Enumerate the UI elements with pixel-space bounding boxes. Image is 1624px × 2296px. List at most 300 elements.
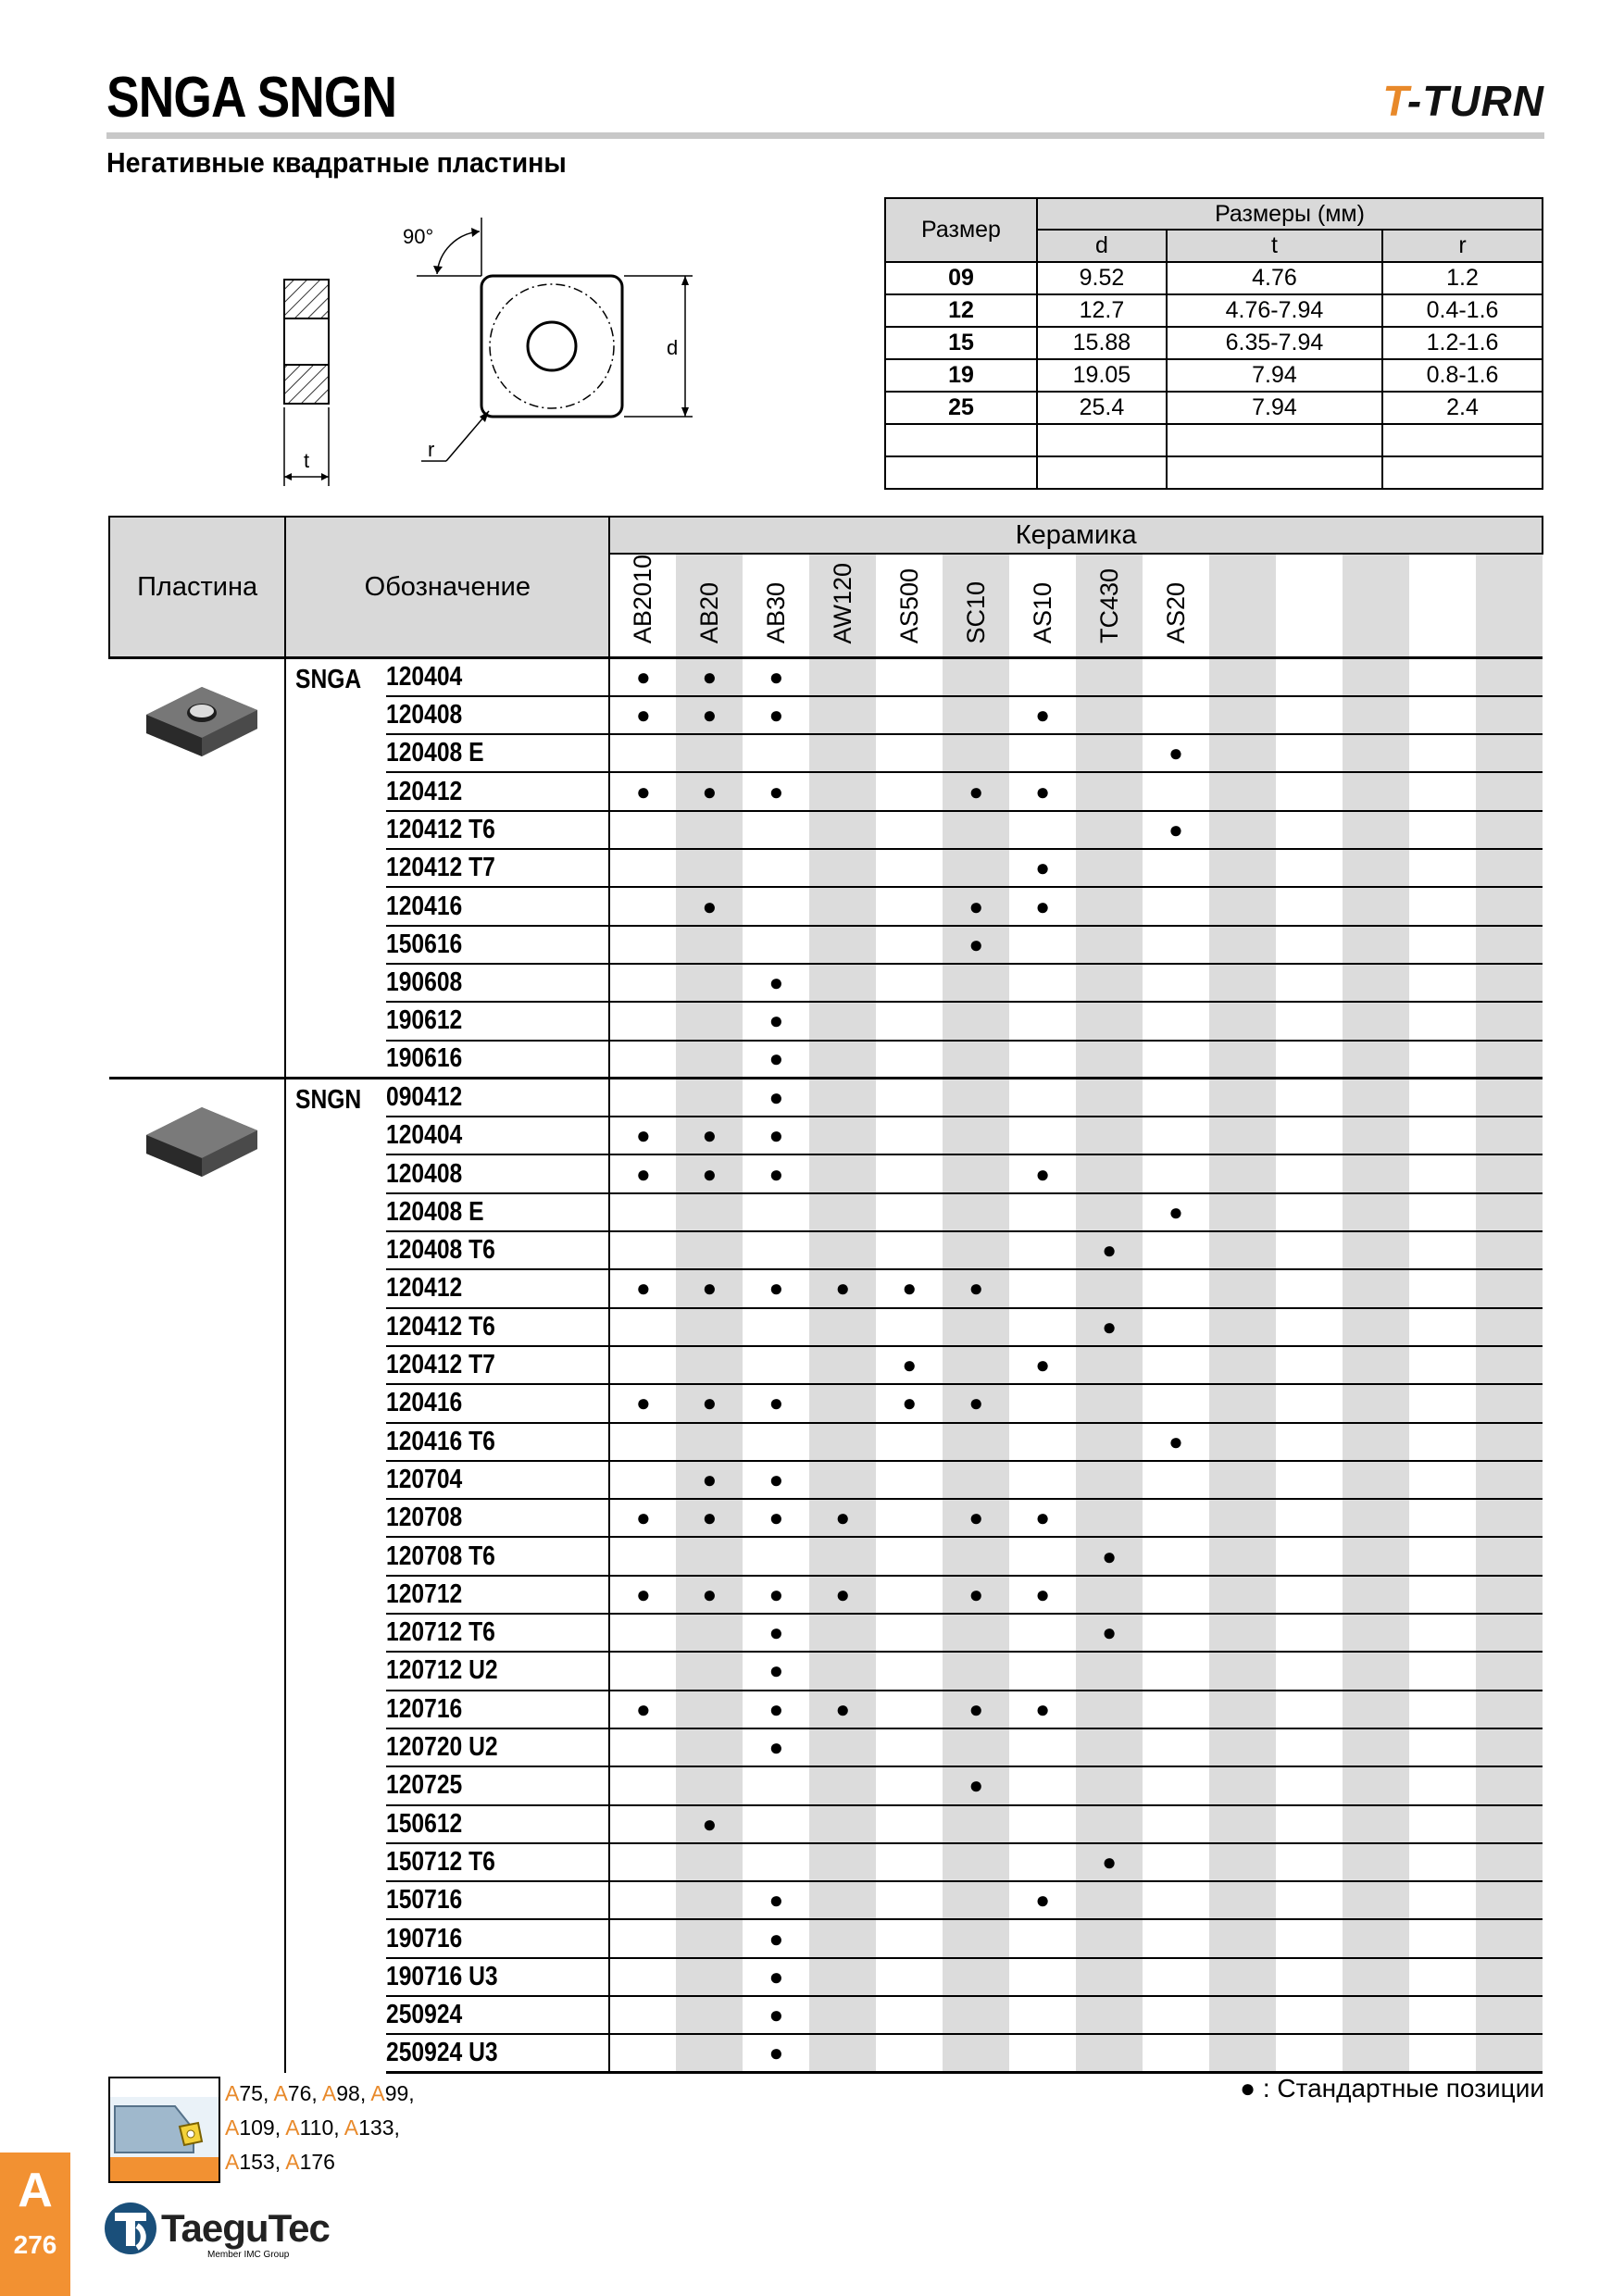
- ref-prefix: A: [285, 2150, 300, 2174]
- grade-cell: [1276, 1614, 1343, 1652]
- grade-cell: [876, 1423, 943, 1461]
- ref-page[interactable]: 99: [384, 2081, 409, 2105]
- insert-grade-table: [108, 516, 1543, 2074]
- grade-cell: [1143, 1728, 1209, 1766]
- d-label: d: [667, 336, 679, 359]
- taegutec-logo-icon: [104, 2202, 157, 2255]
- grade-label: TC430: [1094, 568, 1123, 644]
- grade-cell: [1076, 1766, 1143, 1804]
- standard-mark: ●: [768, 2001, 784, 2029]
- grade-cell: [609, 1002, 676, 1040]
- insert-group-label: [285, 658, 386, 1079]
- grade-cell: [809, 1041, 876, 1079]
- insert-image-snga: [109, 658, 285, 1079]
- taegutec-logo: [104, 2202, 330, 2260]
- grade-cell: [1209, 1117, 1276, 1154]
- grade-cell: [1009, 1499, 1076, 1537]
- grade-cell: [743, 772, 809, 810]
- ref-page[interactable]: 109: [239, 2115, 275, 2140]
- ref-page[interactable]: 75: [239, 2081, 263, 2105]
- ref-page[interactable]: 153: [239, 2150, 275, 2174]
- grade-cell: [1476, 1996, 1543, 2034]
- grade-cell: [1143, 811, 1209, 849]
- grade-cell: [743, 1843, 809, 1881]
- standard-mark: ●: [1102, 1847, 1117, 1876]
- grade-cell: [609, 1154, 676, 1192]
- standard-mark: ●: [768, 1159, 784, 1188]
- grade-cell: [676, 772, 743, 810]
- standard-mark: ●: [1035, 892, 1050, 920]
- designation-cell: [386, 772, 610, 810]
- grade-cell: [1143, 1154, 1209, 1192]
- grade-cell: [1143, 1079, 1209, 1117]
- grade-cell: [809, 1461, 876, 1499]
- standard-mark: ●: [702, 1465, 718, 1493]
- grade-cell: [1343, 1231, 1409, 1269]
- grade-label: AB2010: [629, 555, 657, 644]
- designation-code: 120408: [385, 700, 463, 730]
- grade-cell: [1209, 849, 1276, 887]
- grade-cell: [809, 1308, 876, 1346]
- grade-cell: [1409, 2034, 1476, 2072]
- grade-cell: [809, 1958, 876, 1996]
- designation-cell: [386, 1691, 610, 1728]
- grade-cell: [676, 926, 743, 964]
- grade-cell: [1343, 696, 1409, 734]
- grade-cell: [1209, 1308, 1276, 1346]
- standard-mark: ●: [768, 1006, 784, 1035]
- ref-page[interactable]: 110: [299, 2115, 334, 2140]
- standard-mark: ●: [768, 662, 784, 691]
- grade-cell: [743, 1652, 809, 1690]
- grade-cell: [609, 1652, 676, 1690]
- grade-cell: [1409, 1728, 1476, 1766]
- grade-cell: [1476, 1193, 1543, 1231]
- grade-cell: [676, 1996, 743, 2034]
- grade-cell: [1476, 1919, 1543, 1957]
- grade-cell: [1276, 1958, 1343, 1996]
- standard-mark: ●: [768, 1579, 784, 1608]
- grade-cell: [1209, 1691, 1276, 1728]
- grade-cell: [743, 1614, 809, 1652]
- grade-cell: [809, 849, 876, 887]
- designation-cell: [386, 1576, 610, 1614]
- grade-cell: [1409, 1384, 1476, 1422]
- grade-cell: [609, 772, 676, 810]
- grade-cell: [1476, 658, 1543, 696]
- grade-cell: [1476, 1079, 1543, 1117]
- grade-cell: [1076, 1423, 1143, 1461]
- grade-cell: [743, 1002, 809, 1040]
- grade-cell: [1409, 849, 1476, 887]
- dim-cell-r: [1382, 424, 1543, 456]
- designation-cell: [386, 1269, 610, 1307]
- grade-cell: [1009, 1805, 1076, 1843]
- col-d: d: [1037, 230, 1167, 262]
- grade-cell: [1409, 1117, 1476, 1154]
- grade-header: [1209, 554, 1276, 658]
- designation-code: 120404: [385, 1120, 463, 1151]
- grade-cell: [1343, 1308, 1409, 1346]
- grade-cell: [1209, 1154, 1276, 1192]
- grade-cell: [1343, 1384, 1409, 1422]
- standard-mark: ●: [702, 1809, 718, 1838]
- grade-label: AS10: [1028, 582, 1056, 644]
- grade-cell: [1343, 1269, 1409, 1307]
- grade-cell: [1143, 1691, 1209, 1728]
- grade-cell: [809, 1537, 876, 1575]
- designation-code: 120712 T6: [385, 1617, 495, 1648]
- grade-cell: [609, 1193, 676, 1231]
- grade-cell: [609, 1079, 676, 1117]
- designation-cell: [386, 1461, 610, 1499]
- grade-cell: [743, 658, 809, 696]
- grade-cell: [1076, 1499, 1143, 1537]
- grade-cell: [1143, 1231, 1209, 1269]
- grade-cell: [609, 1537, 676, 1575]
- designation-code: 190716 U3: [385, 1961, 498, 1991]
- grade-cell: [1076, 1041, 1143, 1079]
- grade-cell: [1076, 1461, 1143, 1499]
- ref-page[interactable]: 133: [358, 2115, 394, 2140]
- grade-cell: [1476, 1423, 1543, 1461]
- t-label: t: [303, 449, 310, 472]
- grade-cell: [809, 734, 876, 772]
- grade-cell: [1009, 1117, 1076, 1154]
- grade-cell: [876, 1384, 943, 1422]
- grade-cell: [1209, 2034, 1276, 2072]
- grade-cell: [1143, 1269, 1209, 1307]
- designation-cell: [386, 1499, 610, 1537]
- grade-cell: [943, 1805, 1009, 1843]
- grade-header: [1009, 554, 1076, 658]
- grade-cell: [1343, 1652, 1409, 1690]
- grade-cell: [609, 1308, 676, 1346]
- designation-code: 120712: [385, 1578, 463, 1609]
- grade-cell: [809, 1919, 876, 1957]
- standard-mark: ●: [968, 1389, 984, 1417]
- grade-cell: [1076, 1384, 1143, 1422]
- grade-cell: [1276, 887, 1343, 925]
- grade-cell: [1343, 1499, 1409, 1537]
- grade-cell: [809, 1231, 876, 1269]
- grade-header: [1076, 554, 1143, 658]
- grade-cell: [876, 772, 943, 810]
- grade-cell: [1343, 1423, 1409, 1461]
- ref-page[interactable]: 176: [299, 2150, 335, 2174]
- grade-cell: [876, 1805, 943, 1843]
- grade-cell: [1209, 1919, 1276, 1957]
- grade-cell: [676, 1269, 743, 1307]
- grade-cell: [876, 926, 943, 964]
- grade-cell: [1409, 772, 1476, 810]
- grade-cell: [809, 696, 876, 734]
- grade-cell: [743, 1499, 809, 1537]
- insert-col-header: Пластина: [109, 517, 285, 658]
- designation-cell: [386, 1805, 610, 1843]
- standard-mark: ●: [1102, 1618, 1117, 1647]
- grade-cell: [1343, 1041, 1409, 1079]
- grade-header: [609, 554, 676, 658]
- grade-cell: [676, 734, 743, 772]
- grade-cell: [676, 1117, 743, 1154]
- grade-cell: [1276, 1576, 1343, 1614]
- grade-cell: [1143, 1958, 1209, 1996]
- angle-label: 90°: [403, 225, 434, 248]
- standard-mark: ●: [702, 777, 718, 805]
- ref-page[interactable]: 76: [287, 2081, 312, 2105]
- grade-cell: [1343, 1958, 1409, 1996]
- grade-cell: [876, 1002, 943, 1040]
- grade-cell: [1143, 1576, 1209, 1614]
- grade-cell: [1143, 1461, 1209, 1499]
- grade-cell: [1076, 887, 1143, 925]
- grade-cell: [1143, 734, 1209, 772]
- grade-cell: [809, 1766, 876, 1804]
- grade-cell: [1009, 2034, 1076, 2072]
- grade-cell: [676, 1691, 743, 1728]
- ref-prefix: A: [321, 2081, 337, 2105]
- designation-code: 120404: [385, 661, 463, 692]
- grade-cell: [743, 1996, 809, 2034]
- table-row: [109, 1079, 1543, 1117]
- grade-cell: [943, 1231, 1009, 1269]
- grade-cell: [943, 849, 1009, 887]
- grade-cell: [1209, 1614, 1276, 1652]
- grade-cell: [609, 1041, 676, 1079]
- designation-code: 120412: [385, 776, 463, 806]
- grade-cell: [1009, 1269, 1076, 1307]
- grade-cell: [676, 1958, 743, 1996]
- grade-cell: [609, 1614, 676, 1652]
- standard-mark: ●: [636, 1121, 651, 1150]
- standard-mark: ●: [768, 1044, 784, 1073]
- grade-cell: [1076, 1843, 1143, 1881]
- grade-cell: [1409, 1958, 1476, 1996]
- grade-cell: [609, 1881, 676, 1919]
- grade-cell: [1276, 1423, 1343, 1461]
- grade-cell: [1143, 887, 1209, 925]
- grade-cell: [1076, 1576, 1143, 1614]
- designation-code: 120725: [385, 1770, 463, 1801]
- grade-cell: [1009, 696, 1076, 734]
- grade-cell: [943, 1423, 1009, 1461]
- dim-cell-size: 09: [885, 262, 1037, 294]
- grade-cell: [876, 734, 943, 772]
- logo-name: TaeguTec: [161, 2206, 330, 2250]
- grade-cell: [1143, 2034, 1209, 2072]
- grade-cell: [1409, 1576, 1476, 1614]
- grade-cell: [743, 1576, 809, 1614]
- standard-mark: ●: [702, 1274, 718, 1303]
- grade-cell: [1409, 734, 1476, 772]
- grade-cell: [609, 2034, 676, 2072]
- grade-cell: [1076, 1079, 1143, 1117]
- grade-cell: [876, 811, 943, 849]
- col-r: r: [1382, 230, 1543, 262]
- ref-prefix: A: [225, 2115, 240, 2140]
- designation-code: 120412 T6: [385, 1311, 495, 1341]
- grade-cell: [1409, 1193, 1476, 1231]
- standard-mark: ●: [902, 1389, 918, 1417]
- grade-cell: [1143, 1805, 1209, 1843]
- grade-cell: [1009, 1193, 1076, 1231]
- page-ref-list: A75, A76, A98, A99, A109, A110, A133, A153, A176: [225, 2081, 415, 2174]
- grade-cell: [943, 1269, 1009, 1307]
- grade-header: [809, 554, 876, 658]
- logo-tagline: Member IMC Group: [207, 2250, 290, 2260]
- grade-cell: [1143, 1537, 1209, 1575]
- grade-cell: [809, 1002, 876, 1040]
- col-t: t: [1167, 230, 1382, 262]
- dim-cell-size: 12: [885, 294, 1037, 327]
- grade-cell: [1409, 1996, 1476, 2034]
- grade-cell: [1009, 1652, 1076, 1690]
- standard-mark: ●: [1035, 1504, 1050, 1532]
- grade-cell: [1276, 1652, 1343, 1690]
- grade-cell: [1143, 849, 1209, 887]
- legend-standard-items: ● : Стандартные позиции: [1240, 2074, 1544, 2103]
- grade-cell: [943, 1346, 1009, 1384]
- grade-cell: [1009, 1461, 1076, 1499]
- grade-cell: [876, 1499, 943, 1537]
- dim-cell-d: 19.05: [1037, 359, 1167, 392]
- grade-cell: [1343, 1996, 1409, 2034]
- grade-cell: [1076, 811, 1143, 849]
- grade-cell: [809, 1614, 876, 1652]
- grade-cell: [1209, 1079, 1276, 1117]
- grade-cell: [1276, 1041, 1343, 1079]
- standard-mark: ●: [768, 1465, 784, 1493]
- grade-cell: [943, 1728, 1009, 1766]
- grade-cell: [1076, 1805, 1143, 1843]
- grade-cell: [1343, 1919, 1409, 1957]
- grade-cell: [809, 1117, 876, 1154]
- standard-mark: ●: [702, 701, 718, 730]
- grade-cell: [876, 1691, 943, 1728]
- standard-mark: ●: [768, 777, 784, 805]
- standard-mark: ●: [768, 701, 784, 730]
- standard-mark: ●: [835, 1579, 851, 1608]
- grade-cell: [1409, 1041, 1476, 1079]
- dimension-row: [885, 392, 1543, 424]
- designation-code: 190616: [385, 1043, 463, 1074]
- designation-cell: [386, 2034, 610, 2072]
- standard-mark: ●: [968, 1504, 984, 1532]
- grade-cell: [1009, 1614, 1076, 1652]
- grade-cell: [943, 734, 1009, 772]
- grade-cell: [1009, 1576, 1076, 1614]
- grade-cell: [1143, 1881, 1209, 1919]
- grade-cell: [809, 1652, 876, 1690]
- grade-cell: [876, 1766, 943, 1804]
- designation-cell: [386, 1881, 610, 1919]
- grade-cell: [1209, 926, 1276, 964]
- grade-cell: [1343, 1002, 1409, 1040]
- grade-cell: [1009, 1231, 1076, 1269]
- grade-cell: [1409, 1423, 1476, 1461]
- grade-cell: [743, 1805, 809, 1843]
- grade-cell: [743, 734, 809, 772]
- grade-cell: [1143, 1308, 1209, 1346]
- grade-cell: [1343, 1346, 1409, 1384]
- grade-cell: [1476, 1766, 1543, 1804]
- grade-cell: [676, 1576, 743, 1614]
- grade-cell: [1476, 887, 1543, 925]
- grade-cell: [1476, 926, 1543, 964]
- grade-cell: [1276, 2034, 1343, 2072]
- insert-dimension-drawing: [269, 213, 713, 491]
- standard-mark: ●: [768, 1121, 784, 1150]
- grade-cell: [1343, 964, 1409, 1002]
- grade-cell: [1076, 1614, 1143, 1652]
- grade-cell: [1276, 1002, 1343, 1040]
- grade-cell: [1009, 1423, 1076, 1461]
- grade-cell: [876, 1308, 943, 1346]
- grade-cell: [609, 1346, 676, 1384]
- designation-code: 120712 U2: [385, 1655, 498, 1686]
- grade-cell: [1343, 1079, 1409, 1117]
- grade-cell: [1276, 734, 1343, 772]
- grade-cell: [1476, 772, 1543, 810]
- ref-page[interactable]: 98: [336, 2081, 360, 2105]
- grade-cell: [809, 811, 876, 849]
- standard-mark: ●: [702, 892, 718, 920]
- designation-cell: [386, 964, 610, 1002]
- standard-mark: ●: [968, 777, 984, 805]
- designation-code: 120416: [385, 1388, 463, 1418]
- designation-code: 120408 T6: [385, 1235, 495, 1266]
- grade-cell: [876, 1461, 943, 1499]
- designation-code: 120416: [385, 891, 463, 921]
- grade-cell: [943, 1193, 1009, 1231]
- grade-cell: [1009, 1766, 1076, 1804]
- designation-cell: [386, 926, 610, 964]
- designation-cell: [386, 1346, 610, 1384]
- grade-cell: [1343, 1766, 1409, 1804]
- standard-mark: ●: [835, 1274, 851, 1303]
- designation-code: 150712 T6: [385, 1846, 495, 1877]
- grade-cell: [943, 926, 1009, 964]
- grade-cell: [1276, 1117, 1343, 1154]
- grade-cell: [876, 1269, 943, 1307]
- designation-code: 120408: [385, 1158, 463, 1189]
- grade-cell: [1209, 658, 1276, 696]
- grade-cell: [676, 964, 743, 1002]
- grade-cell: [1076, 1652, 1143, 1690]
- standard-mark: ●: [968, 1694, 984, 1723]
- grade-cell: [1343, 1154, 1409, 1192]
- grade-cell: [1009, 1079, 1076, 1117]
- standard-mark: ●: [1035, 1159, 1050, 1188]
- grade-header: [1343, 554, 1409, 658]
- standard-mark: ●: [1168, 739, 1183, 767]
- grade-cell: [743, 696, 809, 734]
- table-row: [109, 658, 1543, 696]
- grade-cell: [609, 1691, 676, 1728]
- grade-cell: [1476, 1384, 1543, 1422]
- designation-cell: [386, 1919, 610, 1957]
- standard-mark: ●: [636, 1159, 651, 1188]
- designation-code: 090412: [385, 1082, 463, 1113]
- grade-header: [1409, 554, 1476, 658]
- grade-cell: [876, 1537, 943, 1575]
- grade-cell: [809, 1423, 876, 1461]
- grade-cell: [1476, 849, 1543, 887]
- grade-cell: [1209, 1269, 1276, 1307]
- grade-cell: [1209, 1499, 1276, 1537]
- dim-cell-r: 1.2-1.6: [1382, 327, 1543, 359]
